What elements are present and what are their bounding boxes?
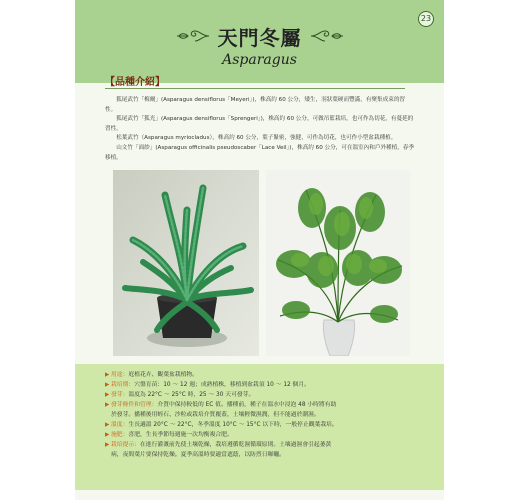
info-item-fertilizer bbox=[105, 430, 425, 440]
info-text: 在進行灌溉前先使土壤乾燥，栽培遵循乾濕循環原則。土壤過濕會引起萎黃 bbox=[140, 442, 332, 448]
info-text: 生長適溫 20°C ～ 22°C，冬季溫度 10°C ～ 15°C 以下時，一般停止觀葉栽培。 bbox=[128, 422, 338, 428]
section-heading: 【品種介紹】 bbox=[105, 77, 165, 88]
info-item-use bbox=[105, 370, 425, 380]
info-text: 溫度為 22°C ～ 25°C 時，25 ～ 30 天可發芽。 bbox=[128, 392, 255, 398]
book-page bbox=[75, 0, 444, 500]
intro-paragraph: 山文竹「面紗」(Asparagus officinalis pseudoscaber「Lace Veil」)，株高約 60 公分，可在溫室內和戶外種植，春季移植。 bbox=[105, 144, 415, 161]
info-label: 溫度： bbox=[111, 422, 129, 428]
info-text: 喜肥，生長季節每週施一次均衡複合肥。 bbox=[128, 432, 233, 438]
bullet-icon: ▶ bbox=[105, 392, 110, 398]
info-item-temperature bbox=[105, 420, 425, 430]
vase-fern-image bbox=[266, 170, 410, 356]
plant-photo-vase-fern bbox=[266, 170, 410, 356]
intro-paragraph: 松葉武竹（Asparagus myriocladus），株高約 60 公分，葉子緊密，強健，可作為切花，也可作小型盆栽種植。 bbox=[116, 135, 397, 142]
plant-photo-potted-fern bbox=[113, 170, 259, 356]
bullet-icon: ▶ bbox=[105, 442, 110, 448]
info-item-germination-conditions bbox=[105, 400, 425, 420]
bullet-icon: ▶ bbox=[105, 382, 110, 388]
info-label: 施肥： bbox=[111, 432, 129, 438]
cultivation-info-box bbox=[75, 364, 444, 490]
info-label: 栽培提示： bbox=[111, 442, 140, 448]
bullet-icon: ▶ bbox=[105, 372, 110, 378]
intro-text bbox=[105, 96, 415, 163]
page-header bbox=[75, 0, 444, 88]
info-text-continued: 於發芽。播種後用蛭石、沙粒或栽培介質覆蓋，土壤輕微濕潤，但不能過於潮濕。 bbox=[111, 412, 320, 418]
info-label: 發芽條件和管理： bbox=[111, 402, 158, 408]
info-text: 介質中保持較低的 EC 值。播種前，種子在溫水中浸泡 48 小時將有助 bbox=[157, 402, 337, 408]
info-item-germination bbox=[105, 390, 425, 400]
info-label: 用途： bbox=[111, 372, 129, 378]
section-divider bbox=[105, 88, 405, 89]
info-label: 栽培期： bbox=[111, 382, 135, 388]
info-text-continued: 病，夜間葉片要保持乾燥。夏季高溫時要適當遮蔭，以防烈日曝曬。 bbox=[111, 452, 285, 458]
page-subtitle: Asparagus bbox=[222, 52, 297, 68]
page-title: 天門冬屬 bbox=[217, 25, 302, 50]
cultivation-info-list bbox=[105, 370, 425, 460]
page-number: 23 bbox=[418, 11, 434, 27]
right-flourish-icon bbox=[310, 29, 344, 43]
info-text: 穴盤育苗：10 ～ 12 週；成熟植株，移植到盆栽須 10 ～ 12 個月。 bbox=[134, 382, 310, 388]
potted-fern-image bbox=[113, 170, 259, 356]
info-item-cultivation-tips bbox=[105, 440, 425, 460]
bullet-icon: ▶ bbox=[105, 402, 110, 408]
info-text: 庭植花卉、觀葉盆栽植物。 bbox=[128, 372, 198, 378]
bullet-icon: ▶ bbox=[105, 422, 110, 428]
intro-paragraph: 狐尾武竹「梅爾」(Asparagus densiflorus「Meyeri」)，株高約 60 公分，矮生，羽狀葉硬而豐滿，有聚集成束的習性。 bbox=[105, 97, 406, 113]
left-flourish-icon bbox=[176, 29, 210, 43]
info-label: 發芽： bbox=[111, 392, 129, 398]
intro-paragraph: 狐尾武竹「狐光」(Asparagus densiflorus「Sprengeri」)，株高約 60 公分，可做吊籃栽培，也可作為切花，有蔓延的習性。 bbox=[105, 116, 414, 132]
bullet-icon: ▶ bbox=[105, 432, 110, 438]
title-row bbox=[75, 24, 444, 48]
info-item-cultivation-period bbox=[105, 380, 425, 390]
